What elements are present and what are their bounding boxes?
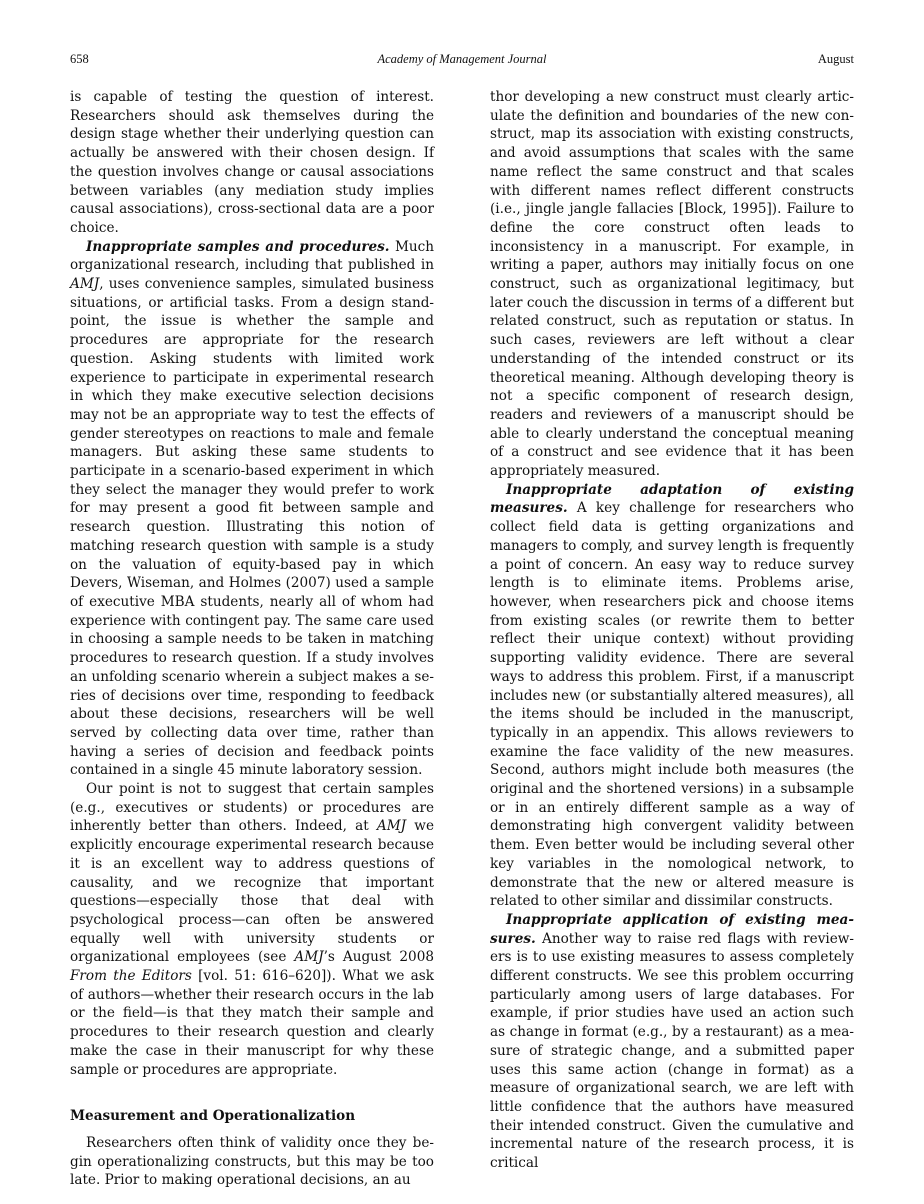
paragraph: thor developing a new construct must clearly articulate the definition and boundaries of the new construct, map its association with existing constructs, and avoid assumptions that scales with the same name reflect the same construct and that scales with different names reflect different constructs (i.e., jingle jangle fallacies [Block, 1995]). Failure to define the core construct often leads to inconsistency in a manuscript. For example, in writing a paper, authors may initially focus on one construct, such as organizational legitimacy, but later couch the discussion in terms of a different but related construct, such as reputation or status. In such cases, reviewers are left without a clear understanding of the intended construct or its theoretical meaning. Although developing theory is not a specific component of research design, readers and reviewers of a manuscript should be able to clearly understand the conceptual meaning of a construct and see evidence that it has been appropriately measured.	[490, 89, 854, 480]
running-header	[70, 52, 854, 70]
journal-abbrev: AMJ	[376, 818, 407, 835]
page-number: 658	[70, 52, 89, 66]
text-run: Our point is not to suggest that certain samples (e.g., executives or students) or procedures are inherently better than others. Indeed, at	[70, 781, 434, 835]
right-column	[490, 88, 854, 1173]
text-run: [vol. 51: 616–620]). What we ask of authors—whether their research occurs in the lab or the field—is that they match their sample and procedures to their research question and clearly make the case in their manuscript for why these sample or procedures are appropriate.	[70, 968, 434, 1078]
column-title: From the Editors	[70, 968, 192, 985]
text-run: Another way to raise red flags with reviewers is to use existing measures to assess completely different constructs. We see this problem occurring particularly among users of large databases. For example, if prior studies have used an action such as change in format (e.g., by a restaurant) as a measure of strategic change, and a submitted paper uses this same action (change in format) as a measure of organizational search, we are left with little confidence that the authors have measured their intended construct. Given the cumulative and incremental nature of the research process, it is critical	[490, 930, 854, 1172]
run-in-heading: Inappropriate samples and procedures.	[86, 238, 390, 255]
text-run: ’s August 2008	[323, 949, 434, 966]
text-run: Much organizational research, including that published in	[70, 238, 434, 274]
paragraph	[70, 780, 434, 1079]
text-run: , uses convenience samples, simulated business situations, or artificial tasks. From a design standpoint, the issue is whether the sample and procedures are appropriate for the research question. Asking students with limited work experience to participate in experimental research in which they make executive selection decisions may not be an appropriate way to test the effects of gender stereotypes on reactions to male and female managers. But asking these same students to participate in a scenario-based experiment in which they select the manager they would prefer to work for may present a good fit between sample and research question. Illustrating this notion of matching research question with sample is a study on the valuation of equity-based pay in which Devers, Wiseman, and Holmes (2007) used a sample of executive MBA students, nearly all of whom had experience with contingent pay. The same care used in choosing a sample needs to be taken in matching procedures to research question. If a study involves an unfolding scenario wherein a subject makes a series of decisions over time, responding to feedback about these decisions, researchers will be well served by collecting data over time, rather than having a series of decision and feedback points contained in a single 45 minute laboratory session.	[70, 276, 434, 779]
paragraph: is capable of testing the question of interest. Researchers should ask themselves during the design stage whether their underlying question can actually be answered with their chosen design. If the question involves change or causal associations between variables (any mediation study implies causal associations), cross-sectional data are a poor choice.	[70, 89, 434, 236]
paragraph: Researchers often think of validity once they begin operationalizing constructs, but this may be too late. Prior to making operational decisions, an au	[70, 1134, 434, 1189]
paragraph	[70, 238, 434, 780]
run-in-heading: Inappropriate adaptation of existing measures.	[490, 481, 854, 517]
journal-abbrev: AMJ	[294, 949, 324, 966]
paragraph	[490, 911, 854, 1173]
journal-title: Academy of Management Journal	[377, 52, 547, 66]
issue-month: August	[817, 52, 854, 66]
paragraph	[490, 481, 854, 911]
left-column	[70, 88, 434, 1190]
journal-abbrev: AMJ	[70, 276, 100, 293]
text-run: we explicitly encourage experimental research because it is an excellent way to address questions of causality, and we recognize that important questions—especially those that deal with psychological process—can often be answered equally well with university students or organizational employees (see	[70, 818, 434, 966]
run-in-heading: Inappropriate application of existing measures.	[490, 911, 854, 947]
section-heading: Measurement and Operationalization	[70, 1108, 356, 1125]
text-run: A key challenge for researchers who collect field data is getting organizations and managers to comply, and survey length is frequently a point of concern. An easy way to reduce survey length is to eliminate items. Problems arise, however, when researchers pick and choose items from existing scales (or rewrite them to better reflect their unique context) without providing supporting validity evidence. There are several ways to address this problem. First, if a manuscript includes new (or substantially altered measures), all the items should be included in the manuscript, typically in an appendix. This allows reviewers to examine the face validity of the new measures. Second, authors might include both measures (the original and the shortened versions) in a subsample or in an entirely different sample as a way of demonstrating high convergent validity between them. Even better would be including several other key variables in the nomological network, to demonstrate that the new or altered measure is related to other similar and dissimilar constructs.	[490, 500, 854, 910]
